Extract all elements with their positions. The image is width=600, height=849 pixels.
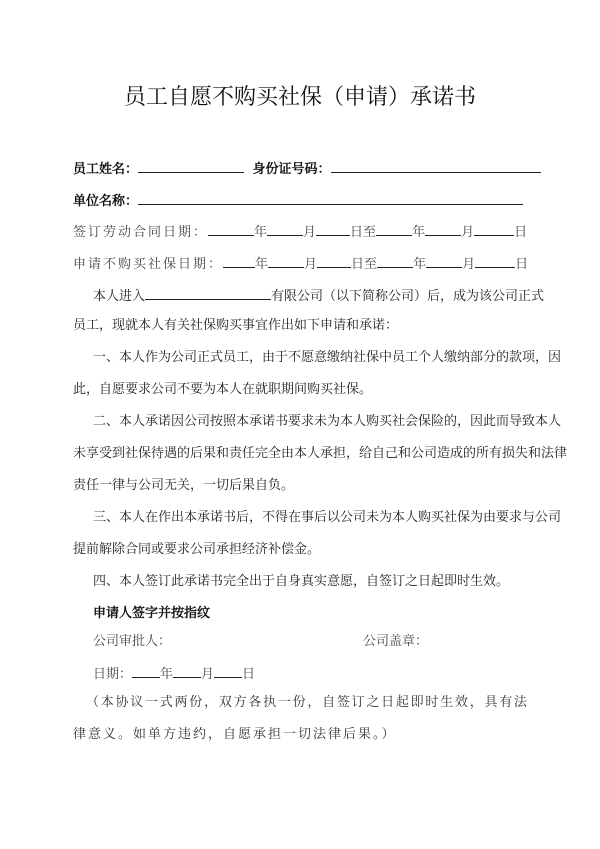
clause-2-line: 责任一律与公司无关，一切后果自负。 bbox=[73, 478, 295, 493]
month-label: 月 bbox=[462, 257, 476, 272]
day-label: 日 bbox=[515, 257, 529, 272]
apply-date-row bbox=[73, 254, 527, 273]
blank[interactable] bbox=[316, 222, 350, 236]
seal-label: 公司盖章： bbox=[363, 634, 429, 649]
blank[interactable] bbox=[474, 222, 514, 236]
intro-text: 本人进入 bbox=[93, 289, 146, 304]
blank[interactable] bbox=[208, 222, 254, 236]
blank[interactable] bbox=[376, 222, 412, 236]
blank[interactable] bbox=[267, 222, 303, 236]
name-field[interactable] bbox=[138, 159, 244, 173]
apply-date-label: 申请不购买社保日期： bbox=[73, 257, 224, 272]
document-title: 员工自愿不购买社保（申请）承诺书 bbox=[123, 85, 476, 110]
name-id-row bbox=[73, 159, 527, 178]
signature-heading: 申请人签字并按指纹 bbox=[93, 606, 211, 621]
blank[interactable] bbox=[426, 254, 462, 268]
blank[interactable] bbox=[268, 254, 304, 268]
year-label: 年 bbox=[160, 667, 174, 682]
clause-1-line: 一、本人作为公司正式员工，由于不愿意缴纳社保中员工个人缴纳部分的款项，因 bbox=[93, 350, 562, 365]
clause-3-line: 三、本人在作出本承诺书后，不得在事后以公司未为本人购买社保为由要求与公司 bbox=[93, 510, 562, 525]
clause-2-line: 未享受到社保待遇的后果和责任完全由本人承担，给自己和公司造成的所有损失和法律 bbox=[73, 446, 568, 461]
intro-line-2: 员工，现就本人有关社保购买事宜作出如下申请和承诺： bbox=[73, 318, 399, 333]
blank[interactable] bbox=[317, 254, 351, 268]
month-label: 月 bbox=[303, 225, 317, 240]
id-field[interactable] bbox=[331, 159, 541, 173]
blank[interactable] bbox=[132, 664, 160, 678]
unit-field[interactable] bbox=[138, 191, 523, 205]
year-label: 年 bbox=[412, 225, 426, 240]
clause-1-line: 此，自愿要求公司不要为本人在就职期间购买社保。 bbox=[73, 382, 373, 397]
clause-2-line: 二、本人承诺因公司按照本承诺书要求未为本人购买社会保险的，因此而导致本人 bbox=[93, 414, 562, 429]
blank[interactable] bbox=[475, 254, 515, 268]
note-line: 律意义。如单方违约，自愿承担一切法律后果。） bbox=[73, 727, 397, 742]
day-label: 日 bbox=[242, 667, 256, 682]
id-label: 身份证号码： bbox=[252, 162, 331, 177]
month-label: 月 bbox=[461, 225, 475, 240]
clause-4-line: 四、本人签订此承诺书完全出于自身真实意愿，自签订之日起即时生效。 bbox=[93, 574, 510, 589]
clause-3-line: 提前解除合同或要求公司承担经济补偿金。 bbox=[73, 542, 321, 557]
note-line: （本协议一式两份，双方各执一份，自签订之日起即时生效，具有法 bbox=[86, 695, 527, 710]
contract-date-label: 签订劳动合同日期： bbox=[73, 225, 209, 240]
blank[interactable] bbox=[425, 222, 461, 236]
year-label: 年 bbox=[254, 225, 268, 240]
year-label: 年 bbox=[413, 257, 427, 272]
blank[interactable] bbox=[214, 664, 242, 678]
company-field[interactable] bbox=[145, 286, 271, 300]
unit-label: 单位名称： bbox=[73, 194, 139, 209]
blank[interactable] bbox=[377, 254, 413, 268]
year-label: 年 bbox=[255, 257, 269, 272]
intro-text: 有限公司（以下简称公司）后，成为该公司正式 bbox=[271, 289, 545, 304]
day-to-label: 日至 bbox=[351, 257, 378, 272]
month-label: 月 bbox=[304, 257, 318, 272]
blank[interactable] bbox=[173, 664, 201, 678]
day-label: 日 bbox=[514, 225, 528, 240]
month-label: 月 bbox=[201, 667, 215, 682]
unit-row bbox=[73, 191, 527, 210]
signature-date-row bbox=[73, 664, 547, 683]
approver-label: 公司审批人： bbox=[93, 634, 172, 649]
name-label: 员工姓名： bbox=[73, 162, 139, 177]
contract-date-row bbox=[73, 222, 527, 241]
intro-line-1 bbox=[73, 286, 545, 305]
blank[interactable] bbox=[223, 254, 255, 268]
day-to-label: 日至 bbox=[350, 225, 377, 240]
date-label: 日期： bbox=[93, 667, 133, 682]
